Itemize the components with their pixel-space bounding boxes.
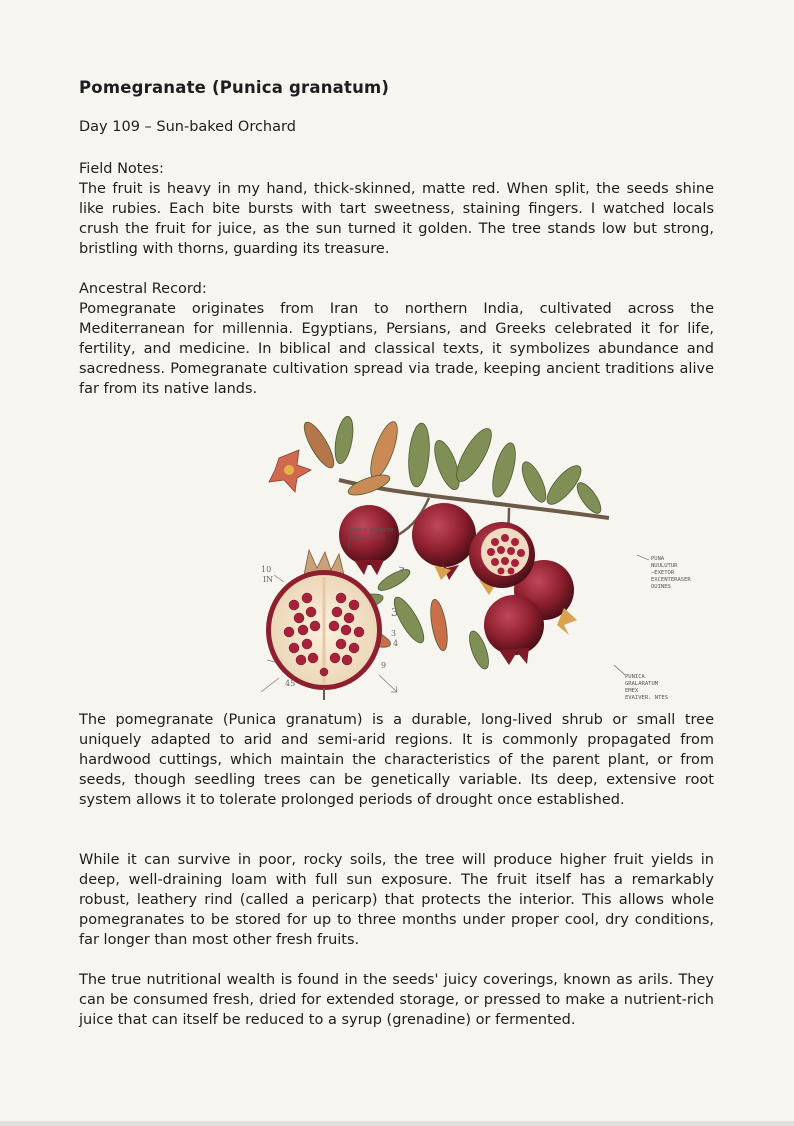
- opened-pomegranate: [469, 522, 535, 588]
- label-1-line2: EROCK NTIUS: [349, 535, 386, 541]
- paragraph-1: The pomegranate (Punica granatum) is a durable, long-lived shrub or small tree uniquely adapted to arid and semi-arid regions. It is commonly propagated from hardwood cuttings, which maintain the characteristics of the parent plant, or from seeds, though seedling trees can be genetically variable. Its deep, extensive root system allows it to tolerate prolonged periods of drought once established.: [79, 712, 714, 808]
- label-3-line2: GRALARATUM: [625, 681, 659, 687]
- paragraph-3: The true nutritional wealth is found in the seeds' juicy coverings, known as arils. They can be consumed fresh, dried for extended storage, or pressed to make a nutrient-rich juice that can itself be reduced to a syrup (grenadine) or fermented.: [79, 972, 714, 1028]
- label-1-line1: PUNICA GRANATE: [347, 528, 394, 534]
- num-5: 4: [393, 639, 399, 648]
- num-3: 3: [391, 606, 398, 619]
- pomegranate-flower: [269, 450, 311, 492]
- label-2-line5: OUINES: [651, 584, 671, 590]
- field-notes-section: [79, 159, 714, 259]
- label-3-line4: EVAIVER. NTES: [625, 695, 669, 701]
- num-2: IN: [263, 575, 274, 584]
- field-notes-heading: Field Notes:: [79, 161, 164, 177]
- num-7: 45: [285, 679, 296, 688]
- num-6: 9: [381, 661, 387, 670]
- label-2-line3: —EXETOR: [651, 570, 675, 576]
- label-3-line1: PUNICA: [625, 674, 645, 680]
- ancestral-record-text: Pomegranate originates from Iran to northern India, cultivated across the Mediterranean for millennia. Egyptians, Persians, and Greeks celebrated it for life, fertility, and medicine. In biblical and classical texts, it symbolizes abundance and sacredness. Pomegranate cultivation spread via trade, keeping ancient traditions alive far from its native lands.: [79, 301, 714, 397]
- label-2-line1: PUNA: [651, 556, 665, 562]
- pomegranate-illustration: [179, 410, 691, 705]
- page-bottom-edge: [0, 1121, 794, 1126]
- label-2-line4: EXCENTERASER: [651, 577, 691, 583]
- num-4: 3: [391, 629, 397, 638]
- ancestral-record-section: [79, 279, 714, 399]
- day-entry: Day 109 – Sun-baked Orchard: [79, 119, 296, 135]
- ancestral-record-heading: Ancestral Record:: [79, 281, 207, 297]
- label-2-line2: NUULUTUR: [651, 563, 678, 569]
- paragraph-2: While it can survive in poor, rocky soils, the tree will produce higher fruit yields in deep, well-draining loam with full sun exposure. The fruit itself has a remarkably robust, leathery rind (called a pericarp) that protects the interior. This allows whole pomegranates to be stored for up to three months under proper cool, dry conditions, far longer than most other fresh fruits.: [79, 852, 714, 948]
- num-1: 10: [261, 565, 272, 574]
- field-notes-text: The fruit is heavy in my hand, thick-skinned, matte red. When split, the seeds shine like rubies. Each bite bursts with tart sweetness, staining fingers. I watched locals crush the fruit for juice, as the sun turned it golden. The tree stands low but strong, bristling with thorns, guarding its treasure.: [79, 181, 714, 257]
- page-title: Pomegranate (Punica granatum): [79, 78, 390, 97]
- label-3-line3: EMEX: [625, 688, 639, 694]
